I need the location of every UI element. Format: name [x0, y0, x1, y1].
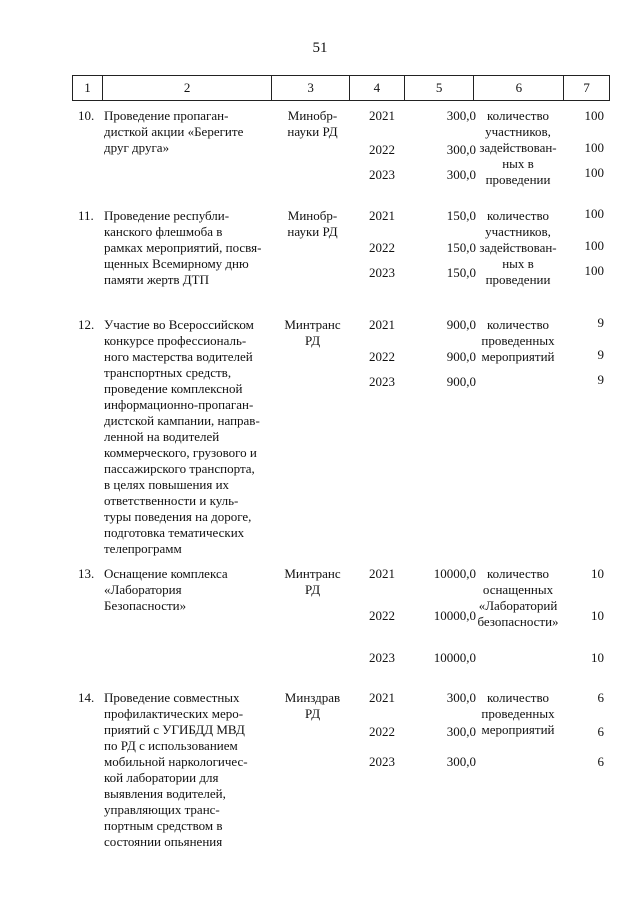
row-indicator: количество проведенных мероприятий [481, 317, 555, 364]
value-cell: 9 [597, 372, 604, 387]
header-col-4: 4 [350, 76, 405, 100]
row-executor: Минздрав РД [284, 690, 341, 721]
row-indicator: количество проведенных мероприятий [481, 690, 555, 737]
row-description: Проведение пропаган- дисткой акции «Берегите друг друга» [104, 108, 244, 155]
row-description: Оснащение комплекса «Лаборатория Безопасности» [104, 566, 228, 613]
year-cell: 2021 [369, 566, 395, 581]
table-header [72, 75, 610, 101]
header-col-5: 5 [405, 76, 475, 100]
year-cell: 2022 [369, 608, 395, 623]
amount-cell: 300,0 [446, 108, 476, 123]
row-number: 10. [78, 108, 95, 123]
year-cell: 2022 [369, 240, 395, 255]
value-cell: 100 [584, 238, 604, 253]
value-cell: 9 [597, 315, 604, 330]
value-cell: 10 [591, 650, 604, 665]
amount-cell: 150,0 [446, 240, 476, 255]
year-cell: 2023 [369, 374, 395, 389]
page-number: 51 [312, 40, 328, 56]
row-executor: Минтранс РД [284, 566, 341, 597]
amount-cell: 300,0 [446, 724, 476, 739]
year-cell: 2023 [369, 167, 395, 182]
row-number: 13. [78, 566, 95, 581]
header-col-1: 1 [73, 76, 103, 100]
row-description: Проведение республи- канского флешмоба в рамках мероприятий, посвя- щенных Всемирному дню памяти жертв ДТП [104, 208, 262, 287]
row-executor: Минтранс РД [284, 317, 341, 348]
year-cell: 2023 [369, 265, 395, 280]
header-col-2: 2 [103, 76, 272, 100]
year-cell: 2022 [369, 142, 395, 157]
row-description: Участие во Всероссийском конкурсе профессиональ- ного мастерства водителей транспортных средств, проведение комплексной информационно-пропаган- дистской кампании, направ- ленной на водителей коммерческого, грузового и пассажирского транспорта, в целях повышения их ответственности и куль- туры поведения на дороге, подготовка тематических телепрограмм [104, 317, 260, 556]
row-number: 11. [78, 208, 94, 223]
value-cell: 10 [591, 608, 604, 623]
amount-cell: 900,0 [446, 317, 476, 332]
header-col-6: 6 [474, 76, 564, 100]
amount-cell: 300,0 [446, 142, 476, 157]
row-indicator: количество участников, задействован- ных в проведении [479, 108, 557, 187]
row-number: 14. [78, 690, 95, 705]
value-cell: 6 [597, 724, 604, 739]
value-cell: 10 [591, 566, 604, 581]
value-cell: 100 [584, 140, 604, 155]
amount-cell: 300,0 [446, 167, 476, 182]
year-cell: 2023 [369, 650, 395, 665]
value-cell: 100 [584, 263, 604, 278]
value-cell: 6 [597, 754, 604, 769]
amount-cell: 10000,0 [433, 566, 476, 581]
year-cell: 2021 [369, 208, 395, 223]
year-cell: 2021 [369, 690, 395, 705]
row-number: 12. [78, 317, 95, 332]
value-cell: 6 [597, 690, 604, 705]
row-executor: Минобр- науки РД [287, 208, 338, 239]
row-indicator: количество участников, задействован- ных в проведении [479, 208, 557, 287]
amount-cell: 900,0 [446, 349, 476, 364]
value-cell: 9 [597, 347, 604, 362]
amount-cell: 150,0 [446, 265, 476, 280]
year-cell: 2022 [369, 349, 395, 364]
amount-cell: 900,0 [446, 374, 476, 389]
year-cell: 2023 [369, 754, 395, 769]
year-cell: 2021 [369, 317, 395, 332]
header-col-3: 3 [272, 76, 350, 100]
amount-cell: 300,0 [446, 754, 476, 769]
amount-cell: 10000,0 [433, 650, 476, 665]
year-cell: 2021 [369, 108, 395, 123]
row-indicator: количество оснащенных «Лабораторий безопасности» [477, 566, 559, 629]
value-cell: 100 [584, 206, 604, 221]
row-executor: Минобр- науки РД [287, 108, 338, 139]
amount-cell: 300,0 [446, 690, 476, 705]
amount-cell: 10000,0 [433, 608, 476, 623]
amount-cell: 150,0 [446, 208, 476, 223]
year-cell: 2022 [369, 724, 395, 739]
value-cell: 100 [584, 165, 604, 180]
row-description: Проведение совместных профилактических меро- приятий с УГИБДД МВД по РД с использованием мобильной наркологичес- кой лаборатории для выявления водителей, управляющих транс- портным средством в состоянии опьянения [104, 690, 248, 849]
header-col-7: 7 [583, 80, 590, 95]
value-cell: 100 [584, 108, 604, 123]
